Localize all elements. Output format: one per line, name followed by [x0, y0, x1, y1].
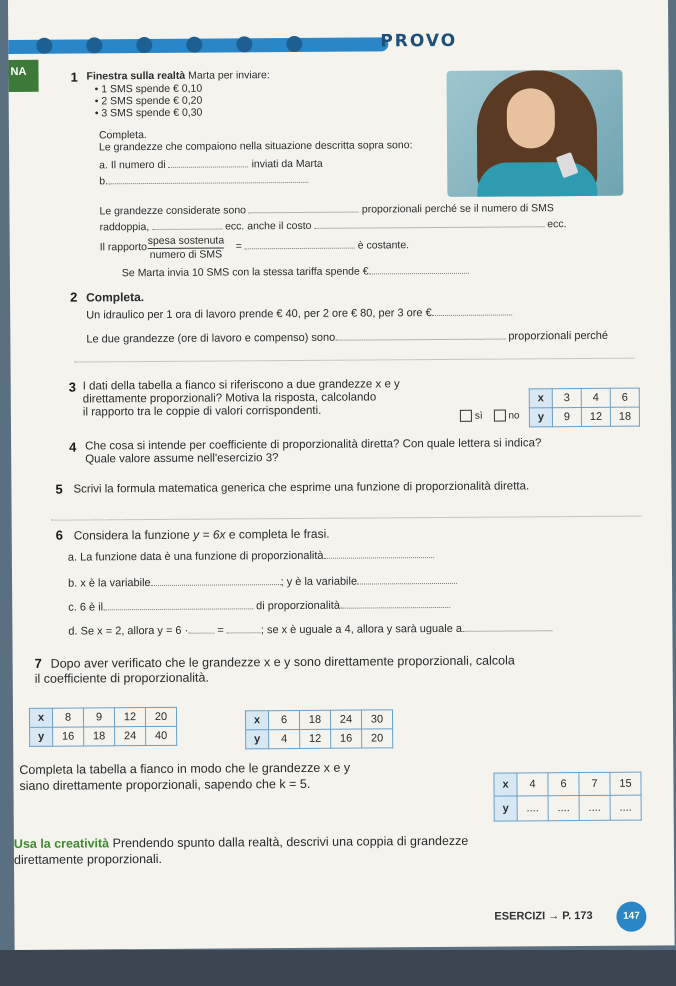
table-cell: 6 — [548, 773, 579, 796]
exercise-text: direttamente proporzionali? Motiva la risposta, calcolando — [82, 391, 377, 406]
table-cell: 12 — [114, 708, 145, 727]
header-bar — [8, 23, 668, 68]
side-tab: NA — [8, 60, 38, 92]
exercise-text: I dati della tabella a fianco si riferiscono a due grandezze x e y — [82, 378, 400, 393]
ratio-suffix: è costante. — [357, 239, 410, 252]
answer-b-prefix: b. — [99, 175, 109, 188]
checkbox-no[interactable] — [493, 410, 505, 422]
exercise-title: Completa. — [86, 290, 145, 305]
exercise-number: 2 — [70, 289, 78, 305]
answer-line[interactable] — [52, 516, 642, 521]
data-table — [29, 707, 177, 747]
exercise-text: siano direttamente proporzionali, sapendo che k = 5. — [19, 776, 311, 793]
exercise-number: 3 — [68, 379, 76, 395]
table-cell: 12 — [581, 407, 610, 426]
data-table — [245, 709, 393, 749]
answer-a-suffix: inviati da Marta — [251, 157, 323, 171]
answer-a-prefix: a. Il numero di — [99, 158, 166, 172]
table-cell: 4 — [581, 388, 610, 407]
table-header-y: y — [494, 796, 517, 821]
section-title: PROVO — [380, 30, 458, 52]
table-cell: 9 — [552, 408, 581, 427]
header-dot — [136, 37, 152, 53]
answer-blank[interactable] — [314, 226, 544, 229]
table-cell: 24 — [330, 710, 361, 729]
table-header-y: y — [30, 727, 53, 746]
table-cell: 4 — [269, 729, 300, 748]
ratio-denominator: numero di SMS — [149, 248, 223, 262]
answer-blank[interactable] — [169, 166, 249, 168]
answer-blank[interactable] — [188, 633, 214, 634]
exercise-number: 1 — [70, 69, 78, 85]
answer-blank[interactable] — [103, 608, 253, 610]
answer-blank[interactable] — [245, 248, 355, 250]
table-header-x: x — [494, 773, 517, 796]
exercise-text: Le grandezze considerate sono — [99, 204, 247, 218]
exercise-text: Quale valore assume nell'esercizio 3? — [85, 452, 279, 466]
exercise-text: e completa le frasi. — [228, 526, 330, 542]
answer-blank[interactable] — [108, 182, 308, 184]
table-cell: 4 — [517, 773, 548, 796]
list-item: • 2 SMS spende € 0,20 — [94, 94, 203, 108]
table-cell: 18 — [610, 407, 639, 426]
exercise-text: ; se x è uguale a 4, allora y sarà uguale a — [260, 622, 463, 637]
answer-blank[interactable] — [249, 212, 359, 214]
table-cell: 20 — [145, 707, 176, 726]
exercise-title: Finestra sulla realtà — [86, 69, 186, 83]
exercise-intro: Marta per inviare: — [188, 69, 270, 82]
exercise-text: Completa la tabella a fianco in modo che le grandezze x e y — [19, 760, 351, 777]
exercise-text: raddoppia, — [99, 221, 150, 234]
exercise-text: proporzionali perché se il numero di SMS — [361, 202, 554, 216]
exercise-text: c. 6 è il — [68, 601, 104, 614]
instruction: Completa. — [98, 129, 147, 142]
exercise-text: = — [217, 624, 224, 637]
table-cell: 12 — [300, 729, 331, 748]
list-item: • 1 SMS spende € 0,10 — [94, 82, 203, 96]
table-cell: 40 — [146, 726, 177, 745]
table-cell: 8 — [52, 708, 83, 727]
table-cell: 16 — [331, 729, 362, 748]
table-cell: 9 — [83, 708, 114, 727]
answer-line[interactable] — [75, 358, 635, 363]
answer-blank[interactable] — [335, 339, 505, 341]
exercise-text: Che cosa si intende per coefficiente di proporzionalità diretta? Con quale lettera si indica? — [85, 437, 542, 453]
exercise-text: Se Marta invia 10 SMS con la stessa tariffa spende € — [121, 265, 369, 280]
table-cell: 15 — [610, 772, 641, 795]
table-cell: 30 — [361, 710, 392, 729]
data-table — [529, 388, 640, 428]
answer-blank[interactable] — [340, 607, 450, 609]
exercise-text: ecc. anche il costo — [225, 219, 312, 233]
table-cell: 16 — [53, 727, 84, 746]
table-cell: 3 — [552, 389, 581, 408]
header-dot — [186, 37, 202, 53]
exercise-text: Prendendo spunto dalla realtà, descrivi una coppia di grandezze — [112, 833, 469, 851]
list-item: • 3 SMS spende € 0,30 — [94, 106, 203, 120]
exercises-reference-link[interactable]: ESERCIZI → P. 173 — [494, 909, 593, 923]
exercise-text: Un idraulico per 1 ora di lavoro prende € 40, per 2 ore € 80, per 3 ore € — [86, 307, 432, 322]
table-header-y: y — [529, 408, 552, 427]
ratio-prefix: Il rapporto — [99, 241, 148, 254]
exercise-text: Dopo aver verificato che le grandezze x e y sono direttamente proporzionali, calcola — [50, 653, 515, 671]
header-dot — [86, 37, 102, 53]
header-dot — [236, 36, 252, 52]
table-cell: 6 — [268, 710, 299, 729]
answer-blank[interactable] — [432, 314, 512, 316]
table-header-x: x — [29, 708, 52, 727]
exercise-text: ; y è la variabile — [280, 575, 358, 589]
formula: y = 6x — [193, 527, 226, 542]
exercise-text: Scrivi la formula matematica generica che esprime una funzione di proporzionalità diretta. — [73, 480, 530, 496]
exercise-number: 4 — [69, 439, 77, 455]
table-cell: 7 — [579, 772, 610, 795]
answer-blank[interactable] — [227, 632, 261, 633]
table-input-cell[interactable]: .... — [610, 795, 641, 820]
exercise-text: ecc. — [547, 218, 567, 231]
table-cell: 20 — [362, 729, 393, 748]
header-dot — [36, 38, 52, 54]
table-cell: 6 — [610, 388, 639, 407]
ratio-equals: = — [235, 240, 242, 253]
answer-blank[interactable] — [462, 630, 552, 632]
textbook-page — [8, 0, 675, 950]
exercise-number: 5 — [55, 481, 63, 497]
answer-blank[interactable] — [152, 229, 222, 230]
table-input-cell[interactable]: .... — [579, 795, 610, 820]
table-cell: 24 — [115, 727, 146, 746]
exercise-text: proporzionali perché — [508, 329, 609, 343]
exercise-text: Considera la funzione — [73, 527, 190, 543]
page-number: 147 — [616, 902, 646, 932]
ratio-numerator: spesa sostenuta — [147, 234, 225, 248]
creativity-label: Usa la creatività — [13, 836, 110, 851]
girl-with-phone-photo — [447, 70, 624, 197]
answer-blank[interactable] — [357, 583, 457, 585]
table-input-cell[interactable]: .... — [517, 796, 548, 821]
checkbox-yes[interactable] — [460, 410, 472, 422]
exercise-text: il coefficiente di proporzionalità. — [34, 670, 209, 686]
option-yes-label: sì — [474, 410, 483, 422]
desk-background — [0, 950, 676, 986]
table-header-x: x — [529, 389, 552, 408]
exercise-text: Le due grandezze (ore di lavoro e compenso) sono — [86, 331, 336, 346]
exercise-text: b. x è la variabile — [68, 577, 151, 590]
exercise-text: d. Se x = 2, allora y = 6 · — [68, 624, 189, 638]
answer-blank[interactable] — [324, 557, 434, 559]
table-cell: 18 — [299, 710, 330, 729]
option-no-label: no — [508, 410, 520, 422]
table-header-x: x — [245, 711, 268, 730]
header-dot — [286, 36, 302, 52]
exercise-number: 7 — [34, 655, 42, 671]
answer-blank[interactable] — [151, 584, 281, 586]
data-table — [493, 772, 641, 822]
table-cell: 18 — [84, 727, 115, 746]
table-input-cell[interactable]: .... — [548, 796, 579, 821]
exercise-text: il rapporto tra le coppie di valori corrispondenti. — [82, 404, 322, 419]
exercise-number: 6 — [55, 527, 64, 543]
table-header-y: y — [246, 730, 269, 749]
exercise-text: a. La funzione data è una funzione di proporzionalità — [67, 549, 324, 564]
exercise-text: di proporzionalità — [256, 599, 340, 613]
exercise-text: direttamente proporzionali. — [13, 851, 163, 867]
exercise-text: Le grandezze che compaiono nella situazione descritta sopra sono: — [98, 139, 413, 154]
answer-blank[interactable] — [369, 273, 469, 275]
